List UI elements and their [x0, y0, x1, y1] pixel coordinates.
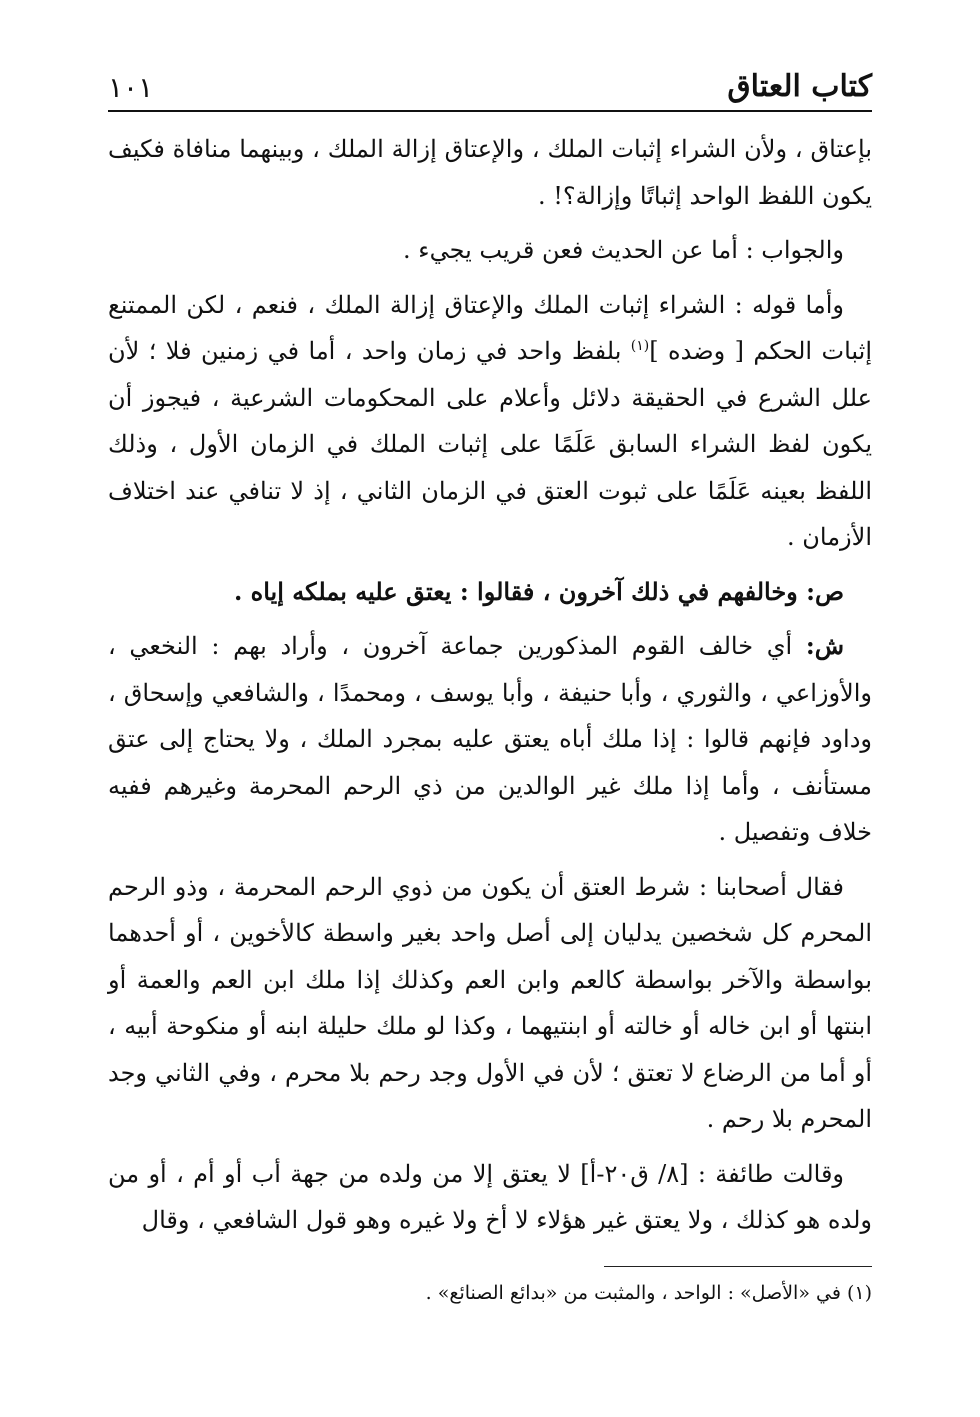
paragraph-text: وقالت طائفة : [٨/ ق٢٠-أ] لا يعتق إلا من ولده من جهة أب أو أم ، أو من ولده هو كذلك ، ولا يعتق غير هؤلاء لا أخ ولا غيره وهو قول الشافعي ، وقال — [108, 1159, 872, 1234]
main-text — [108, 126, 872, 1244]
matn-marker: ص: — [806, 576, 844, 606]
footnote-1: (١) في «الأصل» : الواحد ، والمثبت من «بدائع الصنائع» . — [425, 1282, 872, 1304]
paragraph-text: أي خالف القوم المذكورين جماعة آخرون ، وأراد بهم : النخعي ، والأوزاعي ، والثوري ، وأبا حنيفة ، وأبا يوسف ، ومحمدًا ، والشافعي وإسحاق ، وداود فإنهم قالوا : إذا ملك أباه يعتق عليه بمجرد الملك ، ولا يحتاج إلى عتق مستأنف ، وأما إذا ملك غير الوالدين من ذي الرحم المحرمة وغيرهم ففيه خلاف وتفصيل . — [108, 632, 872, 846]
paragraph-3 — [108, 282, 872, 561]
running-header — [108, 60, 872, 112]
paragraph-2 — [108, 227, 872, 274]
sharh-marker: ش: — [805, 631, 844, 660]
paragraph-text: بلفظ واحد في زمان واحد ، أما في زمنين فلا ؛ لأن علل الشرع في الحقيقة دلائل وأعلام على المحكومات الشرعية ، فيجوز أن يكون لفظ الشراء السابق عَلَمًا على إثبات الملك في الزمان الأول ، وذلك اللفظ بعينه عَلَمًا على ثبوت العتق في الزمان الثاني ، إذ لا تنافي عند اختلاف الأزمان . — [108, 337, 872, 551]
paragraph-text: والجواب : أما عن الحديث فعن قريب يجيء . — [403, 236, 844, 264]
footnote-divider — [604, 1266, 872, 1267]
footnotes — [108, 1276, 872, 1310]
book-page — [108, 60, 872, 1377]
paragraph-text: فقال أصحابنا : شرط العتق أن يكون من ذوي الرحم المحرمة ، وذو الرحم المحرم كل شخصين يدليان إلى أصل واحد بغير واسطة كالأخوين ، أو أحدهما بواسطة والآخر بواسطة كالعم وابن العم وكذلك إذا ملك ابن العم والعمة أو ابنتها أو ابن خاله أو خالته أو ابنتيهما ، وكذا لو ملك حليلة ابنه أو منكوحة أبيه ، أو أما من الرضاع لا تعتق ؛ لأن في الأول وجد رحم بلا محرم ، وفي الثاني وجد المحرم بلا رحم . — [108, 872, 873, 1133]
paragraph-7 — [108, 1151, 872, 1244]
paragraph-6 — [108, 864, 872, 1143]
paragraph-text: وأما قوله : الشراء إثبات الملك والإعتاق إزالة الملك ، فنعم ، لكن الممتنع إثبات الحكم [ وضده ] — [108, 290, 872, 365]
paragraph-1 — [108, 126, 872, 219]
paragraph-text: بإعتاق ، ولأن الشراء إثبات الملك ، والإعتاق إزالة الملك ، وبينهما منافاة فكيف يكون اللفظ الواحد إثباتًا وإزالة؟! . — [108, 135, 872, 210]
paragraph-text: وخالفهم في ذلك آخرون ، فقالوا : يعتق عليه بملكه إياه . — [233, 576, 807, 606]
chapter-title: كتاب العتاق — [727, 69, 872, 104]
page-number: ١٠١ — [108, 71, 154, 104]
paragraph-sharh — [108, 623, 872, 856]
paragraph-matn — [108, 569, 872, 616]
footnote-reference[interactable]: (١) — [630, 338, 650, 354]
